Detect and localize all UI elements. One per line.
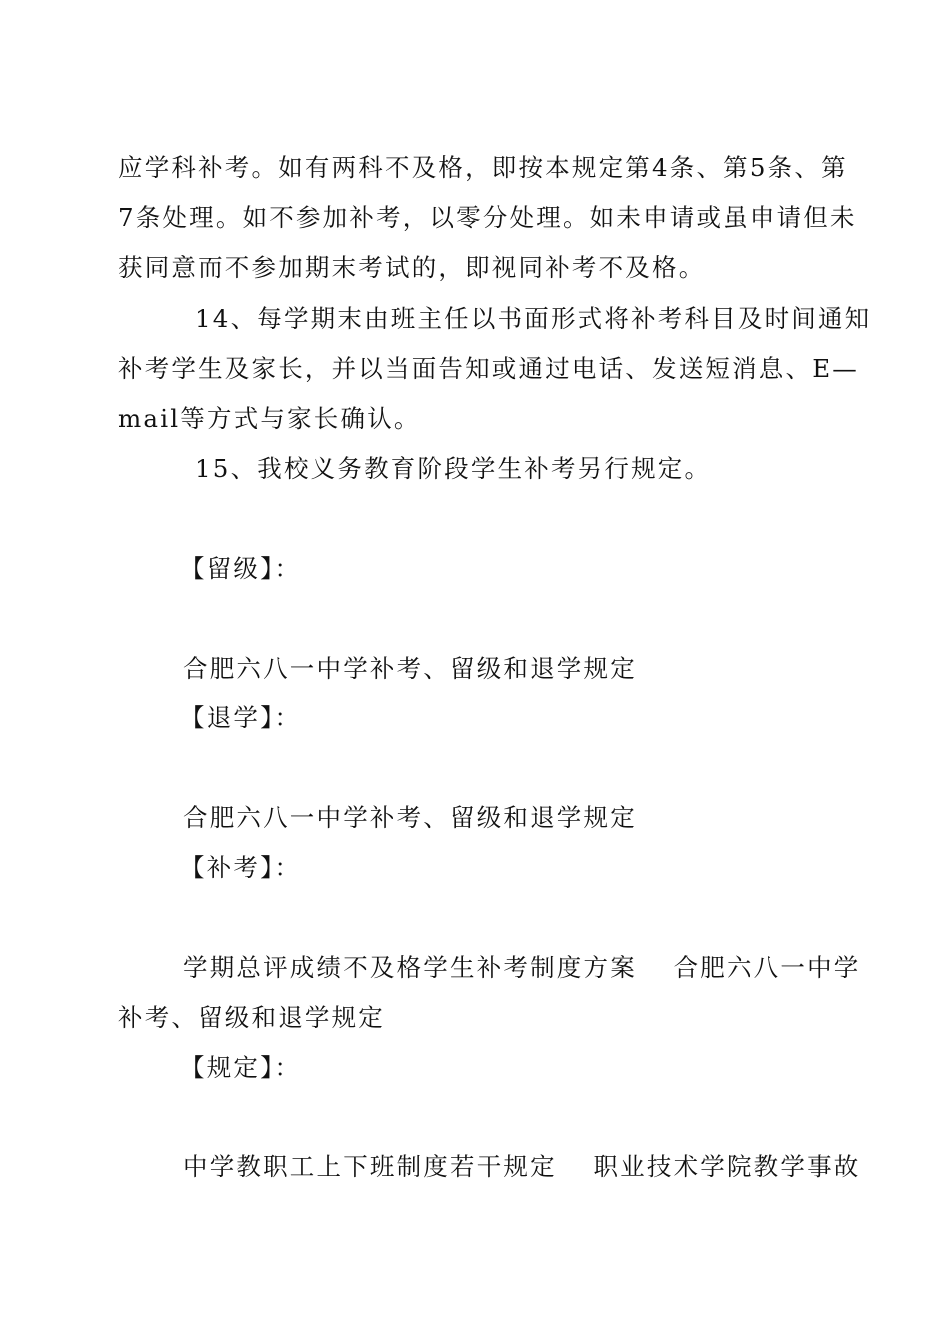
paragraph-13-line-2: 7条处理。如不参加补考，以零分处理。如未申请或虽申请但未: [118, 203, 857, 232]
heading-liuji: 【留级】：: [180, 554, 302, 583]
related-link-bukao-line-1[interactable]: 学期总评成绩不及格学生补考制度方案 合肥六八一中学: [183, 953, 861, 982]
related-link-liuji[interactable]: 合肥六八一中学补考、留级和退学规定: [183, 654, 637, 683]
paragraph-15: 15、我校义务教育阶段学生补考另行规定。: [195, 454, 712, 483]
related-link-tuixue[interactable]: 合肥六八一中学补考、留级和退学规定: [183, 803, 637, 832]
paragraph-13-line-3: 获同意而不参加期末考试的，即视同补考不及格。: [118, 253, 706, 282]
related-link-guiding[interactable]: 中学教职工上下班制度若干规定 职业技术学院教学事故: [183, 1152, 861, 1181]
paragraph-14-line-1: 14、每学期末由班主任以书面形式将补考科目及时间通知: [195, 304, 872, 333]
heading-guiding: 【规定】：: [180, 1053, 302, 1082]
paragraph-14-line-2: 补考学生及家长，并以当面告知或通过电话、发送短消息、E—: [118, 354, 859, 383]
paragraph-13-line-1: 应学科补考。如有两科不及格，即按本规定第4条、第5条、第: [118, 153, 848, 182]
paragraph-14-line-3: mail等方式与家长确认。: [118, 404, 421, 433]
heading-bukao: 【补考】：: [180, 853, 302, 882]
heading-tuixue: 【退学】：: [180, 703, 302, 732]
related-link-bukao-line-2[interactable]: 补考、留级和退学规定: [118, 1003, 385, 1032]
